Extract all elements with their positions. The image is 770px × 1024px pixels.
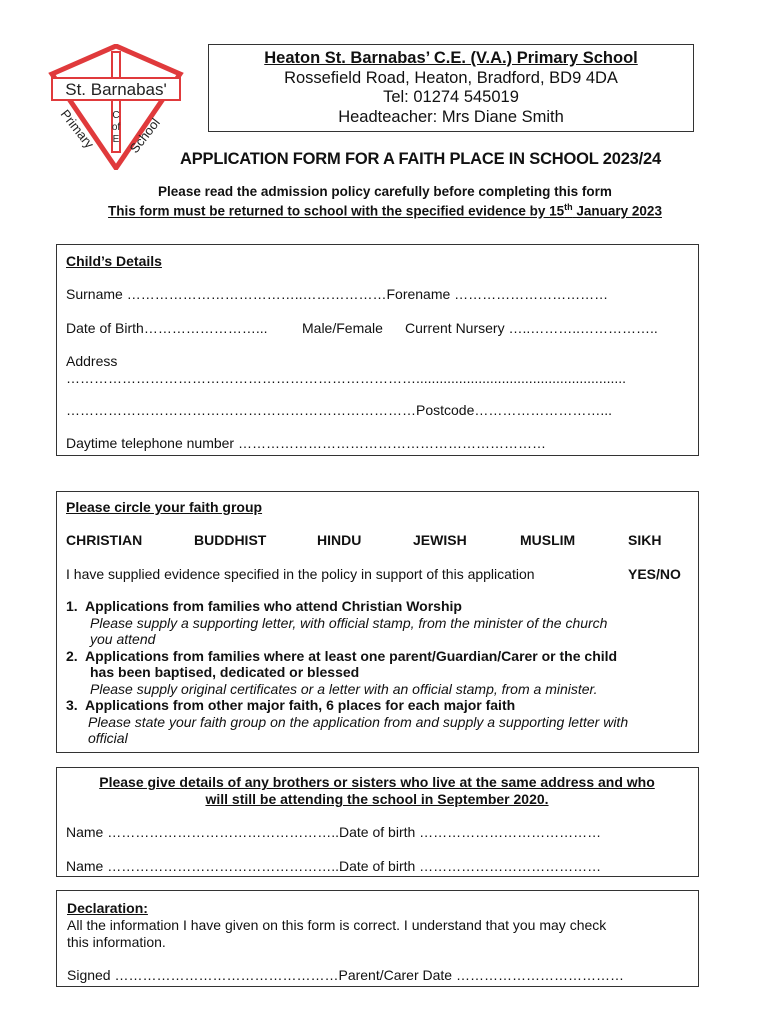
school-tel: Tel: 01274 545019 [383, 88, 519, 106]
declaration-heading: Declaration: [67, 900, 148, 916]
criterion-1-note-line-2: you attend [90, 631, 156, 647]
criterion-title: Applications from families where at least one parent/Guardian/Carer or the child [84, 647, 618, 664]
logo-cofe-of: of [111, 122, 121, 133]
logo-cofe-c: C [112, 110, 120, 121]
faith-group-section [56, 491, 699, 753]
school-address: Rossefield Road, Heaton, Bradford, BD9 4DA [284, 68, 618, 87]
sibling-row-2[interactable]: Name …………………………………………..Date of birth ………………………………… [66, 858, 602, 874]
criterion-num: 1. [66, 598, 78, 614]
evidence-yes-no[interactable]: YES/NO [628, 566, 681, 582]
signature-date-field[interactable]: Signed …………………………………………Parent/Carer Date ……………………………… [67, 967, 624, 983]
instruction-read-policy: Please read the admission policy carefully before completing this form [158, 184, 612, 199]
logo-left-text: Primary [57, 106, 98, 152]
headteacher: Headteacher: Mrs Diane Smith [338, 107, 564, 126]
instruction-return-pre: This form must be returned to school with the specified evidence by 15 [108, 203, 565, 219]
criterion-2 [66, 648, 696, 665]
criterion-1 [66, 598, 696, 615]
evidence-statement: I have supplied evidence specified in the policy in support of this application [66, 566, 535, 582]
faith-option-hindu[interactable]: HINDU [317, 532, 362, 548]
siblings-section [56, 767, 699, 877]
criterion-3-note-line-2: official [88, 730, 128, 746]
criterion-1-note-line-1: Please supply a supporting letter, with official stamp, from the minister of the church [90, 614, 608, 631]
school-name: Heaton St. Barnabas’ C.E. (V.A.) Primary School [264, 49, 638, 67]
logo-right-text: School [126, 115, 163, 156]
daytime-phone-field[interactable]: Daytime telephone number ………………………………………………………… [66, 435, 546, 451]
faith-heading: Please circle your faith group [66, 499, 263, 515]
faith-option-buddhist[interactable]: BUDDHIST [194, 532, 267, 548]
school-logo [46, 44, 186, 170]
dob-field[interactable]: Date of Birth……………………... [66, 320, 268, 336]
faith-option-muslim[interactable]: MUSLIM [520, 532, 576, 548]
faith-option-sikh[interactable]: SIKH [628, 532, 662, 548]
siblings-heading-line-1: Please give details of any brothers or sisters who live at the same address and who [99, 774, 655, 790]
gender-field[interactable]: Male/Female [302, 320, 383, 336]
address-label: Address [66, 353, 118, 369]
criterion-title: Applications from other major faith, 6 places for each major faith [84, 697, 516, 713]
school-header [208, 44, 694, 132]
declaration-section [56, 890, 699, 987]
child-details-heading: Child’s Details [66, 253, 162, 269]
declaration-text-line-2: this information. [67, 934, 166, 950]
instruction-return-post: January 2023 [572, 203, 662, 219]
criterion-num: 3. [66, 697, 78, 713]
criterion-title: Applications from families who attend Christian Worship [84, 598, 462, 614]
nursery-field[interactable]: Current Nursery …..………..…………….. [405, 320, 658, 336]
address-line-2-postcode[interactable]: …………………………………………………………………Postcode………………………... [66, 402, 613, 418]
instruction-return-date [0, 202, 770, 219]
faith-option-jewish[interactable]: JEWISH [413, 532, 467, 548]
logo-name-text: St. Barnabas' [65, 80, 167, 99]
declaration-text-line-1: All the information I have given on this form is correct. I understand that you may check [67, 917, 607, 933]
instruction-return-sup: th [564, 202, 573, 212]
criterion-3-note-line-1: Please state your faith group on the application from and supply a supporting letter with [88, 713, 629, 730]
siblings-heading-line-2: will still be attending the school in September 2020. [205, 791, 549, 807]
surname-forename-field[interactable]: Surname ………………………………..………………Forename …………………………… [66, 286, 609, 302]
criteria-list [66, 598, 696, 747]
form-title: APPLICATION FORM FOR A FAITH PLACE IN SCHOOL 2023/24 [180, 150, 661, 168]
criterion-2-title-line-2: has been baptised, dedicated or blessed [90, 664, 360, 680]
address-line-1[interactable]: …………………………………………………………………...................................................... [66, 370, 627, 386]
criterion-num: 2. [66, 647, 78, 664]
criterion-2-note: Please supply original certificates or a letter with an official stamp, from a minister. [90, 680, 598, 697]
faith-option-christian[interactable]: CHRISTIAN [66, 532, 143, 548]
logo-cofe-e: E [112, 134, 120, 145]
criterion-3 [66, 697, 696, 714]
child-details-section [56, 244, 699, 456]
sibling-row-1[interactable]: Name …………………………………………..Date of birth ………………………………… [66, 824, 602, 840]
